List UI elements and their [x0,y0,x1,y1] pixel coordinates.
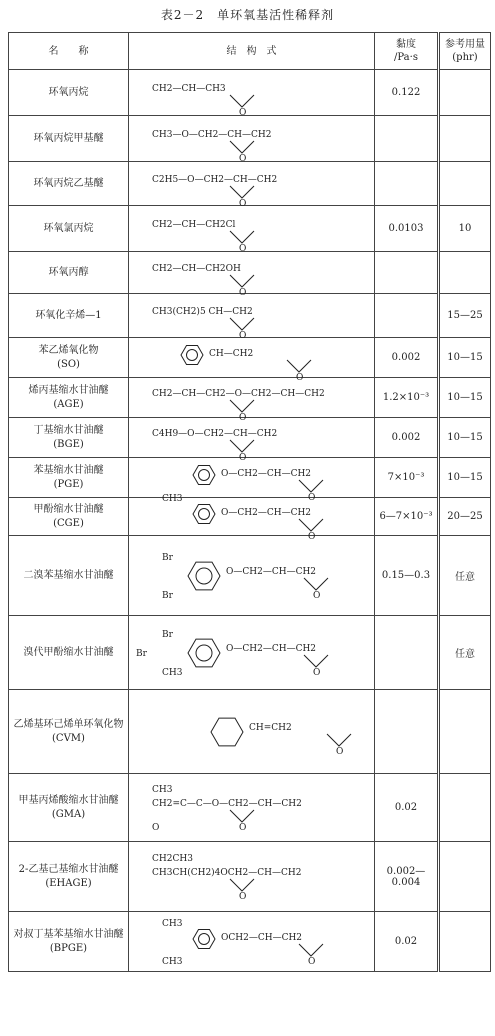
compound-name: 甲基丙烯酸缩水甘油醚 [18,794,119,806]
epoxide-ring [287,360,311,372]
compound-name-cell [9,378,129,418]
epoxide-ring [299,519,323,531]
compound-name-cell [9,294,129,338]
compound-abbreviation: (EHAGE) [45,877,92,889]
header-dosage [439,33,491,70]
structural-formula [132,844,372,910]
epoxide-oxygen: O [307,531,315,542]
compound-name-cell [9,458,129,498]
structure-cell [129,774,375,842]
viscosity-cell [375,690,439,774]
compound-abbreviation: (GMA) [51,808,86,820]
viscosity-cell: 1.2×10⁻³ [375,378,439,418]
epoxide-ring [230,141,254,153]
header-structure: 结 构 式 [129,33,375,70]
structure-cell [129,294,375,341]
epoxide-ring [230,810,254,822]
compound-name-cell [9,418,129,458]
header-name: 名 称 [9,33,129,70]
compound-name-cell [9,842,129,912]
ring-shape [193,465,215,484]
table-row [9,498,491,536]
substituent-top: CH3 [161,918,182,929]
dosage-cell [439,116,491,162]
compound-name-cell [9,338,129,378]
epoxide-ring [299,480,323,492]
structural-formula [132,692,372,772]
table-row [9,536,491,616]
compound-name-cell [9,206,129,252]
viscosity-cell: 0.002 [375,418,439,458]
epoxide-oxygen: O [238,243,246,254]
structural-formula [132,538,372,614]
table-row [9,616,491,690]
table-row [9,378,491,418]
table-row [9,912,491,972]
epoxide-oxygen: O [312,667,320,678]
compound-name: 环氧丙醇 [48,266,89,278]
compound-name: 丁基缩水甘油醚 [33,424,104,436]
dosage-cell: 10—15 [439,458,491,498]
structure-cell [129,616,375,690]
dosage-cell: 10—15 [439,338,491,378]
dosage-cell [439,70,491,116]
formula-main-text: CH=CH2 [248,722,292,733]
epoxide-ring [304,655,328,667]
table-row [9,842,491,912]
compound-abbreviation: (PGE) [53,478,84,490]
table-row [9,70,491,116]
table-row [9,252,491,294]
compound-name: 烯丙基缩水甘油醚 [28,384,109,396]
structural-formula [132,72,372,118]
formula-main-text: C2H5—O—CH2—CH—CH2 [151,174,277,185]
formula-main-text: O—CH2—CH—CH2 [220,507,311,518]
formula-main-text: CH3—O—CH2—CH—CH2 [151,129,271,140]
compound-abbreviation: (AGE) [53,398,84,410]
compound-name-cell [9,616,129,690]
compound-name: 苯基缩水甘油醚 [33,464,104,476]
table-row [9,458,491,498]
compound-abbreviation: (BGE) [53,438,84,450]
table-row [9,690,491,774]
formula-main-text: O—CH2—CH—CH2 [220,468,311,479]
structural-formula [132,340,372,383]
table-row [9,116,491,162]
dosage-cell: 15—25 [439,294,491,338]
epoxide-ring [299,944,323,956]
table-caption: 表2－2 单环氧基活性稀释剂 [160,8,335,22]
header-row [9,33,491,70]
substituent-bottom: Br [161,590,173,601]
viscosity-cell: 0.02 [375,912,439,972]
ring-shape [181,345,203,364]
epoxide-ring [230,231,254,243]
viscosity-cell [375,162,439,206]
epoxide-oxygen: O [238,107,246,118]
compound-name: 环氧丙烷乙基醚 [33,177,104,189]
viscosity-cell [375,294,439,338]
structure-cell [129,378,375,423]
ring-shape [188,562,220,590]
dosage-cell: 10 [439,206,491,252]
epoxide-ring [230,186,254,198]
structural-formula [132,208,372,254]
header-viscosity-unit: /Pa·s [394,52,418,63]
formula-main-text: O—CH2—CH—CH2 [225,566,316,577]
diluent-table [8,32,491,972]
structural-formula [132,420,372,463]
compound-abbreviation: (SO) [57,358,80,370]
table-row [9,418,491,458]
epoxide-ring [327,734,351,746]
ring-shape [211,718,243,746]
compound-name: 苯乙烯氧化物 [38,344,99,356]
compound-name: 甲酚缩水甘油醚 [33,503,104,515]
table-row [9,294,491,338]
header-dosage-label: 参考用量 [445,39,485,50]
viscosity-cell [375,252,439,294]
structure-cell [129,912,375,972]
viscosity-cell: 0.002 [375,338,439,378]
epoxide-oxygen: O [238,198,246,209]
viscosity-cell: 0.0103 [375,206,439,252]
structural-formula [132,493,372,542]
structural-formula [132,164,372,209]
viscosity-cell [375,116,439,162]
epoxide-ring [230,95,254,107]
viscosity-cell: 6—7×10⁻³ [375,498,439,536]
structure-cell [129,338,375,383]
epoxide-oxygen: O [295,372,303,383]
substituent-bottom: CH3 [161,956,182,967]
table-row [9,162,491,206]
structural-formula [132,618,372,688]
compound-name: 环氧丙烷甲基醚 [33,132,104,144]
compound-name-cell [9,498,129,536]
ring-shape [193,929,215,948]
ring-shape [193,504,215,523]
structure-cell [129,842,375,912]
substituent-top: Br [161,552,173,563]
compound-name-cell [9,116,129,162]
compound-name-cell [9,690,129,774]
compound-name-cell [9,912,129,972]
structural-formula [132,380,372,423]
formula-main-text: CH2=C—C—O—CH2—CH—CH2 [151,798,302,809]
viscosity-cell: 0.122 [375,70,439,116]
formula-main-text: CH3CH(CH2)4OCH2—CH—CH2 [151,867,301,878]
structure-cell [129,206,375,252]
viscosity-cell: 7×10⁻³ [375,458,439,498]
dosage-cell: 20—25 [439,498,491,536]
epoxide-oxygen: O [307,956,315,967]
table-row [9,338,491,378]
epoxide-oxygen: O [307,492,315,503]
epoxide-oxygen: O [238,452,246,463]
compound-name-cell [9,774,129,842]
substituent-bottom: CH3 [161,667,182,678]
header-viscosity-label: 黏度 [396,39,416,50]
compound-name: 对叔丁基苯基缩水甘油醚 [13,928,124,940]
dosage-cell: 10—15 [439,418,491,458]
structure-cell [129,252,375,298]
formula-main-text: O—CH2—CH—CH2 [225,643,316,654]
compound-abbreviation: (BPGE) [49,942,88,954]
header-dosage-unit: (phr) [452,52,478,63]
dosage-cell [439,690,491,774]
substituent-side: Br [135,648,147,659]
epoxide-ring [230,440,254,452]
substituent-top: CH2CH3 [151,853,193,864]
formula-main-text: CH2—CH—CH2OH [151,263,241,274]
structural-formula [132,914,372,970]
compound-name-cell [9,70,129,116]
header-viscosity [375,33,439,70]
dosage-cell [439,774,491,842]
dosage-cell: 任意 [439,536,491,616]
dosage-cell [439,162,491,206]
compound-name-cell [9,536,129,616]
structure-cell [129,70,375,116]
epoxide-ring [230,318,254,330]
structural-formula [132,776,372,840]
substituent-top: CH3 [161,493,182,504]
dosage-cell: 任意 [439,616,491,690]
epoxide-ring [230,879,254,891]
compound-name: 环氧化辛烯—1 [35,309,102,321]
epoxide-oxygen: O [238,153,246,164]
dosage-cell [439,252,491,294]
epoxide-oxygen: O [238,330,246,341]
epoxide-oxygen: O [238,412,246,423]
structure-cell [129,418,375,463]
epoxide-oxygen: O [238,287,246,298]
compound-name: 溴代甲酚缩水甘油醚 [23,646,114,658]
substituent-top: Br [161,629,173,640]
compound-abbreviation: (CVM) [52,732,85,744]
substituent-bottom: O [151,822,159,833]
structural-formula [132,254,372,298]
compound-name: 2-乙基己基缩水甘油醚 [18,863,119,875]
formula-main-text: CH—CH2 [208,348,253,359]
formula-main-text: OCH2—CH—CH2 [220,932,302,943]
formula-main-text: CH2—CH—CH3 [151,83,226,94]
compound-name: 二溴苯基缩水甘油醚 [23,569,114,581]
table-row [9,206,491,252]
epoxide-oxygen: O [335,746,343,757]
dosage-cell [439,842,491,912]
viscosity-cell: 0.02 [375,774,439,842]
formula-main-text: CH2—CH—CH2—O—CH2—CH—CH2 [151,388,325,399]
viscosity-cell: 0.15—0.3 [375,536,439,616]
epoxide-ring [304,578,328,590]
structure-cell [129,690,375,774]
epoxide-oxygen: O [312,590,320,601]
epoxide-oxygen: O [238,822,246,833]
compound-abbreviation: (CGE) [53,517,84,529]
formula-main-text: CH2—CH—CH2Cl [151,219,235,230]
compound-name-cell [9,252,129,294]
structure-cell [129,536,375,616]
viscosity-cell [375,616,439,690]
dosage-cell: 10—15 [439,378,491,418]
structure-cell [129,116,375,162]
epoxide-ring [230,400,254,412]
viscosity-cell: 0.002—0.004 [375,842,439,912]
compound-name: 环氧氯丙烷 [43,222,94,234]
formula-main-text: CH3(CH2)5 CH—CH2 [151,306,253,317]
epoxide-ring [230,275,254,287]
structure-cell [129,162,375,209]
formula-main-text: C4H9—O—CH2—CH—CH2 [151,428,277,439]
compound-name: 环氧丙烷 [48,86,89,98]
structural-formula [132,118,372,164]
dosage-cell [439,912,491,972]
compound-name-cell [9,162,129,206]
structural-formula [132,296,372,341]
compound-name: 乙烯基环己烯单环氧化物 [13,718,124,730]
structure-cell [129,493,375,542]
epoxide-oxygen: O [238,891,246,902]
ring-shape [188,639,220,667]
substituent-top: CH3 [151,784,172,795]
table-row [9,774,491,842]
